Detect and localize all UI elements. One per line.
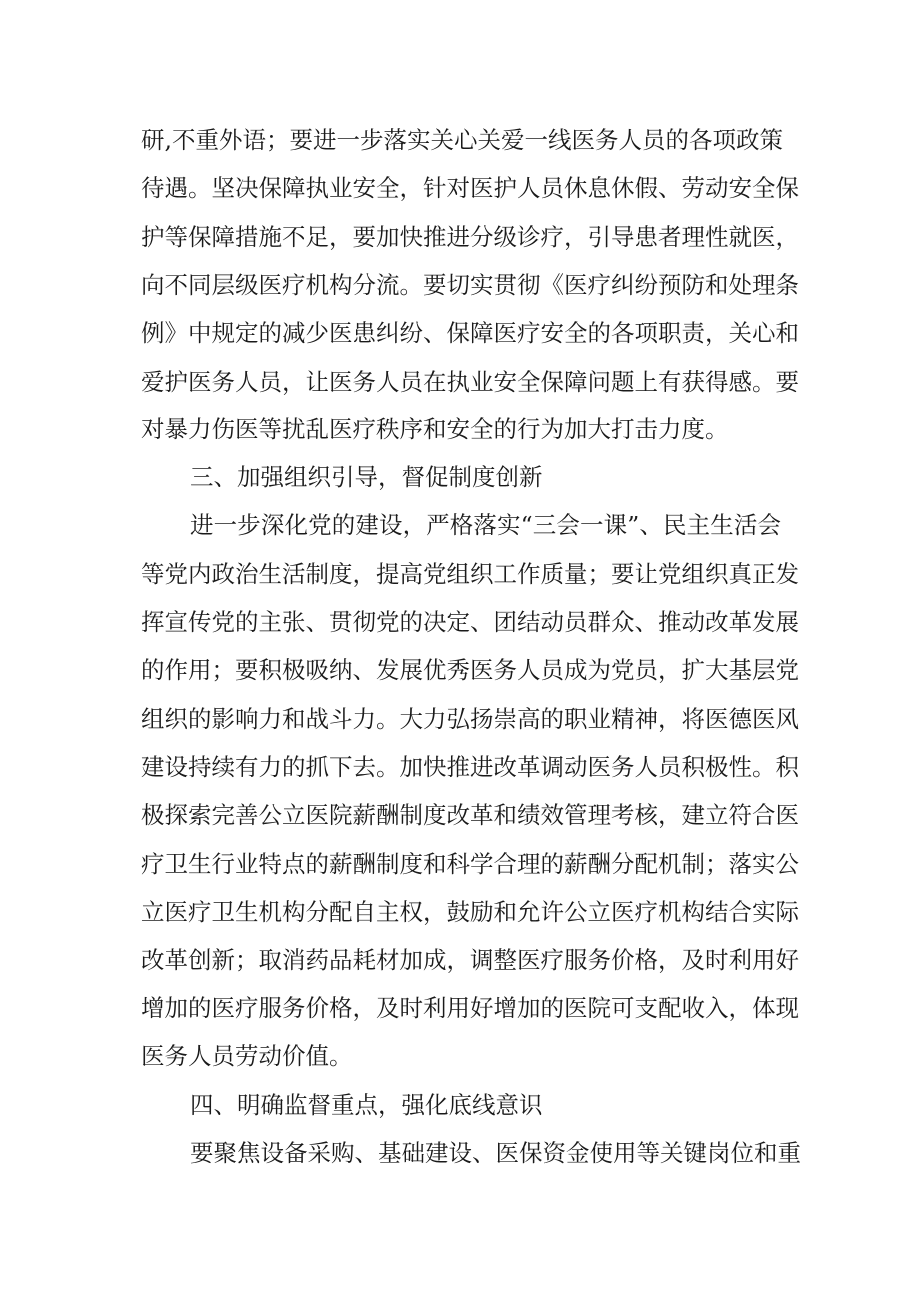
text-line-2: 待遇。坚决保障执业安全，针对医护人员休息休假、劳动安全保 [141,174,799,202]
text-line-9: 进一步深化党的建设，严格落实“三会一课”、民主生活会 [190,511,781,539]
text-line-1: 研,不重外语；要进一步落实关心关爱一线医务人员的各项政策 [141,126,783,154]
text-line-18: 改革创新；取消药品耗材加成，调整医疗服务价格，及时利用好 [141,946,799,974]
text-line-10: 等党内政治生活制度，提高党组织工作质量；要让党组织真正发 [141,560,799,588]
text-line-15: 极探索完善公立医院薪酬制度改革和绩效管理考核，建立符合医 [141,801,799,829]
text-line-14: 建设持续有力的抓下去。加快推进改革调动医务人员积极性。积 [141,753,799,781]
text-line-19: 增加的医疗服务价格，及时利用好增加的医院可支配收入，体现 [141,994,799,1022]
text-line-20: 医务人员劳动价值。 [141,1042,353,1070]
text-line-11: 挥宣传党的主张、贯彻党的决定、团结动员群众、推动改革发展 [141,608,799,636]
section-heading-3: 三、加强组织引导，督促制度创新 [190,463,543,491]
text-line-6: 爱护医务人员，让医务人员在执业安全保障问题上有获得感。要 [141,368,799,396]
section-heading-4: 四、明确监督重点，强化底线意识 [190,1091,543,1119]
text-line-17: 立医疗卫生机构分配自主权，鼓励和允许公立医疗机构结合实际 [141,898,799,926]
text-line-16: 疗卫生行业特点的薪酬制度和科学合理的薪酬分配机制；落实公 [141,850,799,878]
text-line-12: 的作用；要积极吸纳、发展优秀医务人员成为党员，扩大基层党 [141,656,799,684]
text-line-3: 护等保障措施不足，要加快推进分级诊疗，引导患者理性就医， [141,223,799,251]
text-line-22: 要聚焦设备采购、基础建设、医保资金使用等关键岗位和重 [190,1139,801,1167]
text-line-7: 对暴力伤医等扰乱医疗秩序和安全的行为加大打击力度。 [141,415,729,443]
text-line-4: 向不同层级医疗机构分流。要切实贯彻《医疗纠纷预防和处理条 [141,271,799,299]
text-line-13: 组织的影响力和战斗力。大力弘扬崇高的职业精神，将医德医风 [141,705,799,733]
text-line-5: 例》中规定的减少医患纠纷、保障医疗安全的各项职责，关心和 [141,319,799,347]
